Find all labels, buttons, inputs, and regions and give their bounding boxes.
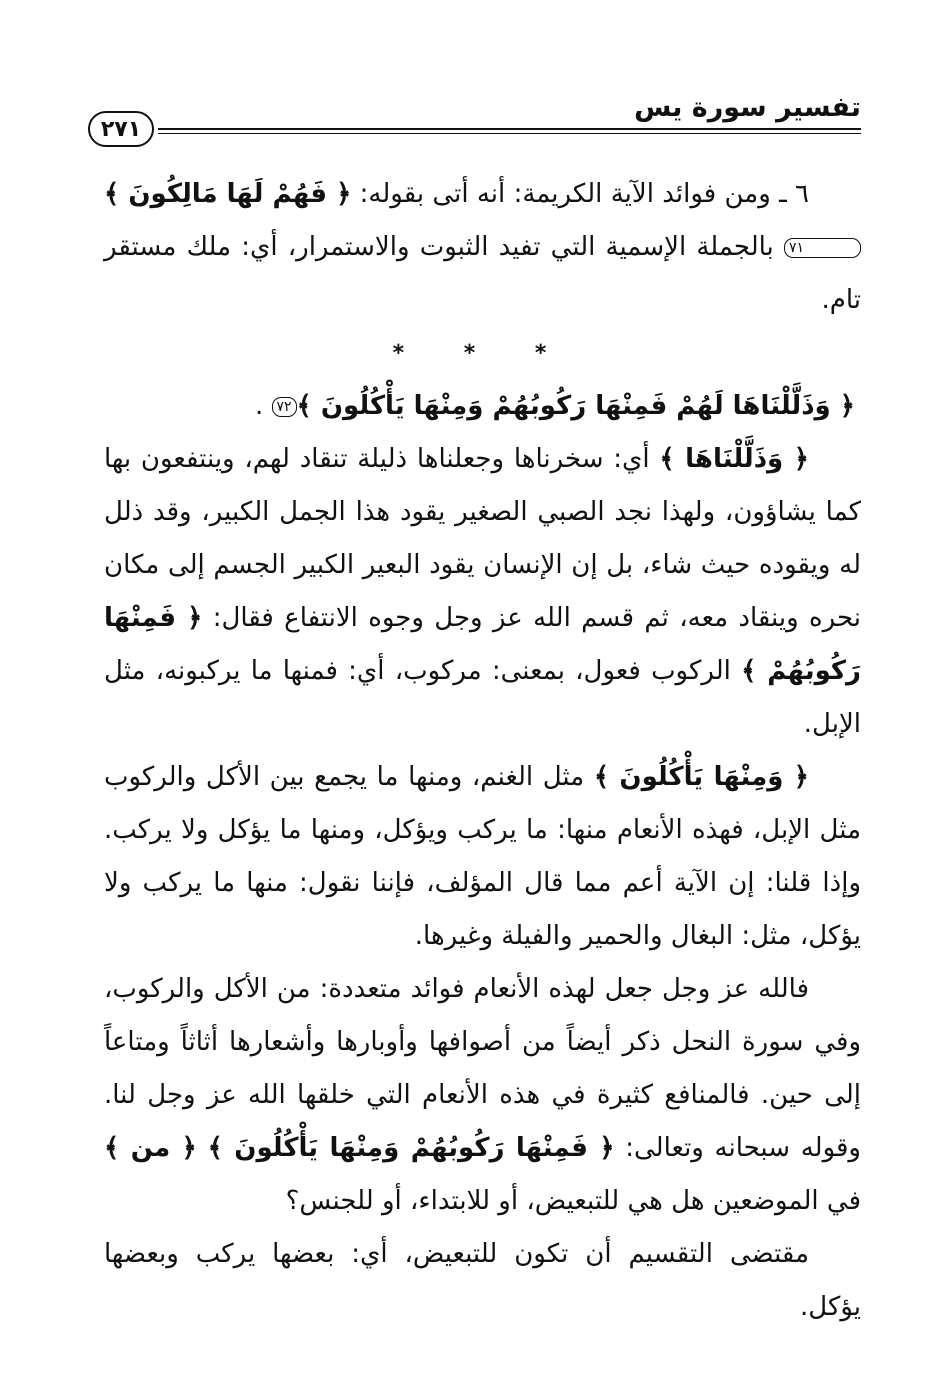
text: مثل الغنم، ومنها ما يجمع بين الأكل والركوب مثل الإبل، فهذه الأنعام منها: ما يركب ويؤكل، ومنها ما يؤكل ولا يركب. وإذا قلنا: إن الآية أعم مما قال المؤلف، فإننا نقول: منها ما يركب ولا يؤكل، مثل: البغال والحمير والفيلة وغيرها. [104,762,861,951]
verse-heading [104,380,861,433]
paragraph-tafsir-3 [104,963,861,1228]
verse-number: ٧١ [784,238,861,258]
header-rule [158,128,861,130]
text: ٦ ـ ومن فوائد الآية الكريمة: أنه أتى بقوله: [351,179,809,209]
text: بالجملة الإسمية التي تفيد الثبوت والاستمرار، أي: ملك مستقر تام. [104,232,861,315]
paragraph-tafsir-2 [104,751,861,963]
quran-verse: ﴿ وَذَلَّلْنَاهَا لَهُمْ فَمِنْهَا رَكُوبُهُمْ وَمِنْهَا يَأْكُلُونَ ﴾ [296,391,855,421]
paragraph-tafsir-1 [104,433,861,751]
quran-quote: ﴿ من ﴾ [104,1133,197,1163]
quran-quote: ﴿ وَذَلَّلْنَاهَا ﴾ [659,444,809,474]
quran-quote: ﴿ فَهُمْ لَهَا مَالِكُونَ ﴾ [104,179,352,209]
body-text [104,168,861,1334]
page-number: ٢٧١ [88,111,154,147]
text: . [254,391,272,421]
verse-number: ٧٢ [272,397,297,417]
text: في الموضعين هل هي للتبعيض، أو للابتداء، أو للجنس؟ [285,1186,861,1216]
text: أي: سخرناها وجعلناها ذليلة تنقاد لهم، وينتفعون بها كما يشاؤون، ولهذا نجد الصبي الصغير يقود هذا الجمل الكبير، وقد ذلل له ويقوده حيث شاء، بل إن الإنسان يقود البعير الكبير الجسم إلى مكان نحره وينقاد معه، ثم قسم الله عز وجل وجوه الانتفاع فقال: [104,444,862,633]
text: مقتضى التقسيم أن تكون للتبعيض، أي: بعضها يركب وبعضها يؤكل. [104,1239,861,1322]
quran-quote: ﴿ وَمِنْهَا يَأْكُلُونَ ﴾ [593,762,809,792]
running-header-title: تفسير سورة يس [634,92,861,123]
text: الركوب فعول، بمعنى: مركوب، أي: فمنها ما يركبونه، مثل الإبل. [104,656,861,739]
header-rule-inner [158,133,861,134]
text: فالله عز وجل جعل لهذه الأنعام فوائد متعددة: من الأكل والركوب، وفي سورة النحل ذكر أيضاً من أصوافها وأوبارها وأشعارها أثاثاً ومتاعاً إلى حين. فالمنافع كثيرة في هذه الأنعام التي خلقها الله عز وجل لنا. وقوله سبحانه وتعالى: [104,974,861,1163]
text [197,1133,208,1163]
paragraph-tafsir-4 [104,1228,861,1334]
quran-quote: ﴿ فَمِنْهَا رَكُوبُهُمْ وَمِنْهَا يَأْكُلُونَ ﴾ [207,1133,615,1163]
quran-quote: ﴿ فَمِنْهَا رَكُوبُهُمْ ﴾ [104,603,861,686]
section-separator: * * * [392,341,573,366]
paragraph-benefit-6 [104,168,861,327]
